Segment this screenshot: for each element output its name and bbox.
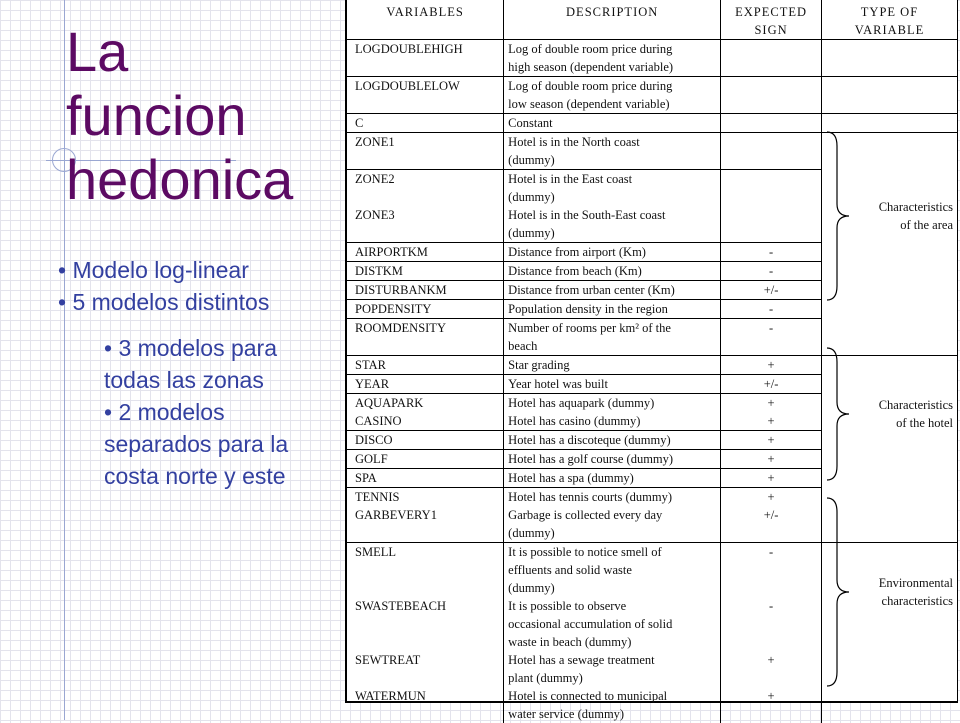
sub-bullet-item: • 2 modelos separados para la costa norte y este — [104, 399, 289, 489]
cell-expected-sign: - — [721, 243, 822, 262]
bullet-text: 5 modelos distintos — [72, 289, 270, 315]
cell-description — [504, 262, 721, 281]
cell-variable: AIRPORTKM — [347, 243, 504, 262]
group-hotel — [823, 342, 959, 486]
description-line: effluents and solid waste — [508, 563, 632, 577]
brace-icon — [823, 492, 853, 692]
cell-description — [504, 687, 721, 723]
cell-description — [504, 469, 721, 488]
cell-variable: DISCO — [347, 431, 504, 450]
cell-expected-sign: + — [721, 687, 822, 723]
description-line: plant (dummy) — [508, 671, 583, 685]
cell-variable: CASINO — [347, 412, 504, 431]
cell-expected-sign — [721, 77, 822, 114]
cell-expected-sign — [721, 114, 822, 133]
cell-description — [504, 412, 721, 431]
sub-bullet-item: • 3 modelos para todas las zonas — [104, 335, 277, 393]
cell-variable: SPA — [347, 469, 504, 488]
cell-description — [504, 243, 721, 262]
table-row — [347, 687, 957, 723]
bullet-list — [58, 254, 320, 492]
description-line: Hotel has casino (dummy) — [508, 414, 641, 428]
cell-description — [504, 77, 721, 114]
description-line: Constant — [508, 116, 553, 130]
description-line: Year hotel was built — [508, 377, 608, 391]
description-line: Hotel has aquapark (dummy) — [508, 396, 655, 410]
description-line: Hotel has a discoteque (dummy) — [508, 433, 671, 447]
cell-variable: C — [347, 114, 504, 133]
cell-variable: ZONE1 — [347, 133, 504, 170]
cell-variable: ZONE3 — [347, 206, 504, 243]
cell-expected-sign: + — [721, 431, 822, 450]
description-line: It is possible to notice smell of — [508, 545, 662, 559]
cell-expected-sign: - — [721, 543, 822, 598]
table-row — [347, 77, 957, 114]
cell-variable: DISTKM — [347, 262, 504, 281]
cell-variable: DISTURBANKM — [347, 281, 504, 300]
cell-expected-sign — [721, 206, 822, 243]
description-line: (dummy) — [508, 581, 555, 595]
cell-variable: ROOMDENSITY — [347, 319, 504, 356]
cell-expected-sign: +/- — [721, 281, 822, 300]
bullet-text: Modelo log-linear — [72, 257, 249, 283]
cell-description — [504, 543, 721, 598]
description-line: (dummy) — [508, 226, 555, 240]
cell-expected-sign — [721, 133, 822, 170]
cell-expected-sign: - — [721, 262, 822, 281]
description-line: Star grading — [508, 358, 570, 372]
cell-expected-sign — [721, 170, 822, 207]
description-line: Log of double room price during — [508, 79, 673, 93]
description-line: high season (dependent variable) — [508, 60, 674, 74]
cell-description — [504, 133, 721, 170]
bullet-text: 3 modelos para todas las zonas — [104, 335, 277, 393]
cell-variable: LOGDOUBLELOW — [347, 77, 504, 114]
cell-variable: SWASTEBEACH — [347, 597, 504, 651]
description-line: Number of rooms per km² of the — [508, 321, 671, 335]
cell-expected-sign: + — [721, 412, 822, 431]
brace-icon — [823, 342, 853, 486]
cell-expected-sign: - — [721, 300, 822, 319]
cell-variable: POPDENSITY — [347, 300, 504, 319]
cell-variable: SEWTREAT — [347, 651, 504, 687]
cell-description — [504, 394, 721, 413]
cell-description — [504, 170, 721, 207]
description-line: Population density in the region — [508, 302, 668, 316]
cell-description — [504, 431, 721, 450]
cell-description — [504, 40, 721, 77]
group-environment — [823, 492, 959, 692]
cell-variable: GOLF — [347, 450, 504, 469]
cell-expected-sign: + — [721, 488, 822, 507]
cell-description — [504, 356, 721, 375]
description-line: It is possible to observe — [508, 599, 627, 613]
bullet-item: • 5 modelos distintos — [58, 289, 270, 315]
cell-description — [504, 651, 721, 687]
cell-expected-sign: + — [721, 450, 822, 469]
cell-description — [504, 597, 721, 651]
header-type-of-variable: TYPE OF VARIABLE — [821, 0, 957, 40]
description-line: (dummy) — [508, 153, 555, 167]
cell-variable: WATERMUN — [347, 687, 504, 723]
bullet-item: • Modelo log-linear — [58, 257, 249, 283]
cell-expected-sign — [721, 40, 822, 77]
cell-type — [821, 40, 957, 77]
description-line: Distance from beach (Km) — [508, 264, 642, 278]
cell-expected-sign: - — [721, 597, 822, 651]
cell-expected-sign: + — [721, 651, 822, 687]
brace-icon — [823, 126, 853, 306]
description-line: Distance from airport (Km) — [508, 245, 646, 259]
cell-variable: LOGDOUBLEHIGH — [347, 40, 504, 77]
cell-variable: TENNIS — [347, 488, 504, 507]
cell-variable: STAR — [347, 356, 504, 375]
description-line: beach — [508, 339, 538, 353]
cell-expected-sign: + — [721, 356, 822, 375]
table-row — [347, 40, 957, 77]
description-line: Distance from urban center (Km) — [508, 283, 675, 297]
cell-description — [504, 506, 721, 543]
description-line: Hotel has a spa (dummy) — [508, 471, 634, 485]
cell-description — [504, 375, 721, 394]
group-label-area: Characteristics of the area — [878, 200, 953, 232]
cell-description — [504, 114, 721, 133]
group-label-hotel: Characteristics of the hotel — [878, 398, 953, 430]
cell-type — [821, 687, 957, 723]
cell-description — [504, 281, 721, 300]
description-line: Garbage is collected every day — [508, 508, 663, 522]
cell-variable: YEAR — [347, 375, 504, 394]
title-line: hedonica — [66, 148, 294, 211]
cell-expected-sign: - — [721, 319, 822, 356]
title-line: funcion — [66, 84, 247, 147]
description-line: (dummy) — [508, 190, 555, 204]
cell-variable: SMELL — [347, 543, 504, 598]
group-label-environment: Environmental characteristics — [878, 576, 953, 608]
cell-type — [821, 77, 957, 114]
description-line: Hotel is in the South-East coast — [508, 208, 666, 222]
description-line: occasional accumulation of solid — [508, 617, 673, 631]
description-line: waste in beach (dummy) — [508, 635, 632, 649]
bullet-text: 2 modelos separados para la costa norte y este — [104, 399, 289, 489]
description-line: (dummy) — [508, 526, 555, 540]
description-line: Hotel is in the East coast — [508, 172, 633, 186]
header-variables: VARIABLES — [347, 0, 504, 40]
title-line: La — [66, 20, 129, 83]
description-line: Hotel has a golf course (dummy) — [508, 452, 674, 466]
cell-variable: GARBEVERY1 — [347, 506, 504, 543]
slide-title — [66, 20, 293, 212]
description-line: Hotel has a sewage treatment — [508, 653, 655, 667]
cell-description — [504, 300, 721, 319]
cell-expected-sign: +/- — [721, 375, 822, 394]
description-line: Log of double room price during — [508, 42, 673, 56]
cell-expected-sign: + — [721, 394, 822, 413]
description-line: Hotel is connected to municipal — [508, 689, 668, 703]
cell-description — [504, 206, 721, 243]
cell-expected-sign: +/- — [721, 506, 822, 543]
cell-description — [504, 488, 721, 507]
description-line: Hotel has tennis courts (dummy) — [508, 490, 673, 504]
cell-expected-sign: + — [721, 469, 822, 488]
cell-variable: ZONE2 — [347, 170, 504, 207]
header-description: DESCRIPTION — [504, 0, 721, 40]
variables-table-panel — [345, 0, 958, 721]
cell-description — [504, 319, 721, 356]
cell-variable: AQUAPARK — [347, 394, 504, 413]
description-line: water service (dummy) — [508, 707, 625, 721]
cell-description — [504, 450, 721, 469]
group-area — [823, 126, 959, 306]
header-expected-sign: EXPECTED SIGN — [721, 0, 822, 40]
description-line: low season (dependent variable) — [508, 97, 670, 111]
description-line: Hotel is in the North coast — [508, 135, 640, 149]
